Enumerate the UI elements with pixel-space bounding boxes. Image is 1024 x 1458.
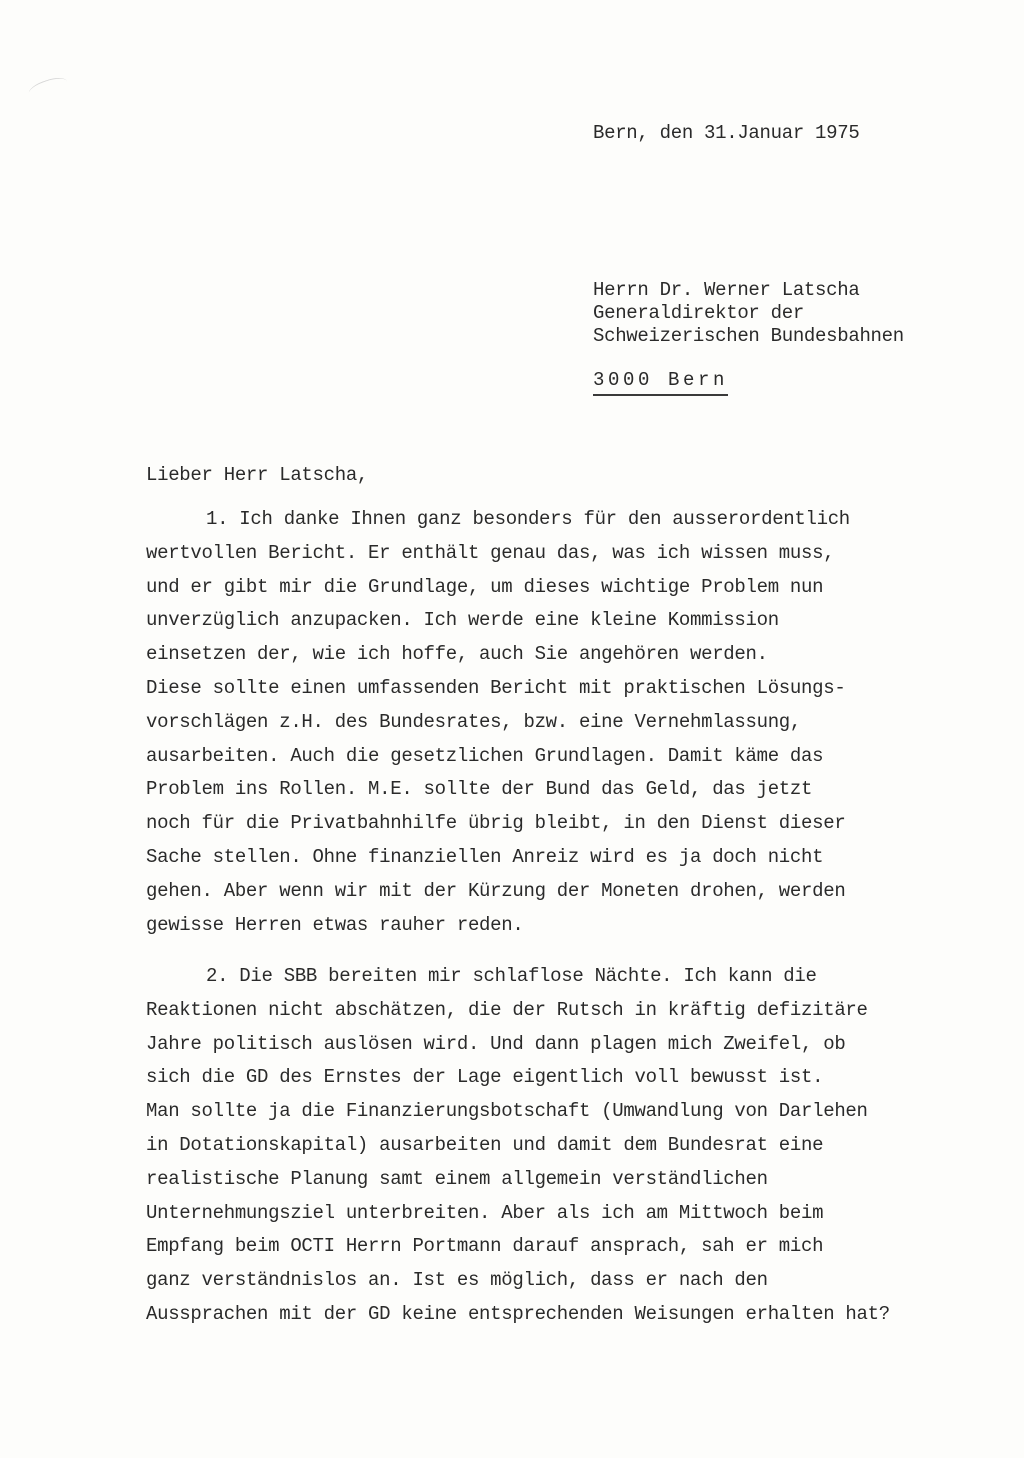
salutation: Lieber Herr Latscha, bbox=[146, 464, 369, 486]
paragraph-line: 2. Die SBB bereiten mir schlaflose Nächte. Ich kann die bbox=[206, 965, 817, 987]
paragraph-line: vorschlägen z.H. des Bundesrates, bzw. eine Vernehmlassung, bbox=[146, 710, 802, 733]
paragraph-line: Unternehmungsziel unterbreiten. Aber als ich am Mittwoch beim bbox=[146, 1201, 824, 1224]
paper-smudge bbox=[27, 74, 70, 101]
paragraph-line: Problem ins Rollen. M.E. sollte der Bund das Geld, das jetzt bbox=[146, 778, 813, 801]
recipient-city: 3000 Bern bbox=[593, 368, 728, 396]
paragraph-line: unverzüglich anzupacken. Ich werde eine kleine Kommission bbox=[146, 609, 779, 632]
paragraph-line: Aussprachen mit der GD keine entsprechenden Weisungen erhalten hat? bbox=[146, 1302, 890, 1325]
paragraph-line: gehen. Aber wenn wir mit der Kürzung der Moneten drohen, werden bbox=[146, 879, 846, 902]
paragraph-line: Diese sollte einen umfassenden Bericht mit praktischen Lösungs- bbox=[146, 676, 846, 699]
paragraph-line: Reaktionen nicht abschätzen, die der Rutsch in kräftig defizitäre bbox=[146, 998, 868, 1021]
paragraph-line: gewisse Herren etwas rauher reden. bbox=[146, 913, 524, 936]
paragraph-line: ausarbeiten. Auch die gesetzlichen Grundlagen. Damit käme das bbox=[146, 744, 824, 767]
paragraph-line: in Dotationskapital) ausarbeiten und damit dem Bundesrat eine bbox=[146, 1133, 824, 1156]
recipient-address bbox=[593, 279, 904, 348]
paragraph-line: Empfang beim OCTI Herrn Portmann darauf ansprach, sah er mich bbox=[146, 1235, 824, 1258]
paragraph-line: wertvollen Bericht. Er enthält genau das, was ich wissen muss, bbox=[146, 541, 835, 564]
paragraph-line: Sache stellen. Ohne finanziellen Anreiz wird es ja doch nicht bbox=[146, 845, 824, 868]
paragraph-line: realistische Planung samt einem allgemein verständlichen bbox=[146, 1167, 768, 1190]
paragraph-line: ganz verständnislos an. Ist es möglich, dass er nach den bbox=[146, 1269, 768, 1292]
paragraph-line: Man sollte ja die Finanzierungsbotschaft (Umwandlung von Darlehen bbox=[146, 1100, 868, 1123]
paragraph-line: noch für die Privatbahnhilfe übrig bleibt, in den Dienst dieser bbox=[146, 812, 846, 835]
paragraph-2 bbox=[146, 960, 890, 1332]
paragraph-1 bbox=[146, 503, 850, 942]
paragraph-line: sich die GD des Ernstes der Lage eigentlich voll bewusst ist. bbox=[146, 1066, 824, 1089]
recipient-organization: Schweizerischen Bundesbahnen bbox=[593, 325, 904, 347]
letter-date: Bern, den 31.Januar 1975 bbox=[593, 122, 860, 144]
recipient-title: Generaldirektor der bbox=[593, 302, 804, 324]
paragraph-line: und er gibt mir die Grundlage, um dieses wichtige Problem nun bbox=[146, 575, 824, 598]
paragraph-line: 1. Ich danke Ihnen ganz besonders für den ausserordentlich bbox=[206, 508, 850, 530]
recipient-name: Herrn Dr. Werner Latscha bbox=[593, 279, 860, 301]
paragraph-line: Jahre politisch auslösen wird. Und dann plagen mich Zweifel, ob bbox=[146, 1032, 846, 1055]
paragraph-line: einsetzen der, wie ich hoffe, auch Sie angehören werden. bbox=[146, 643, 768, 666]
